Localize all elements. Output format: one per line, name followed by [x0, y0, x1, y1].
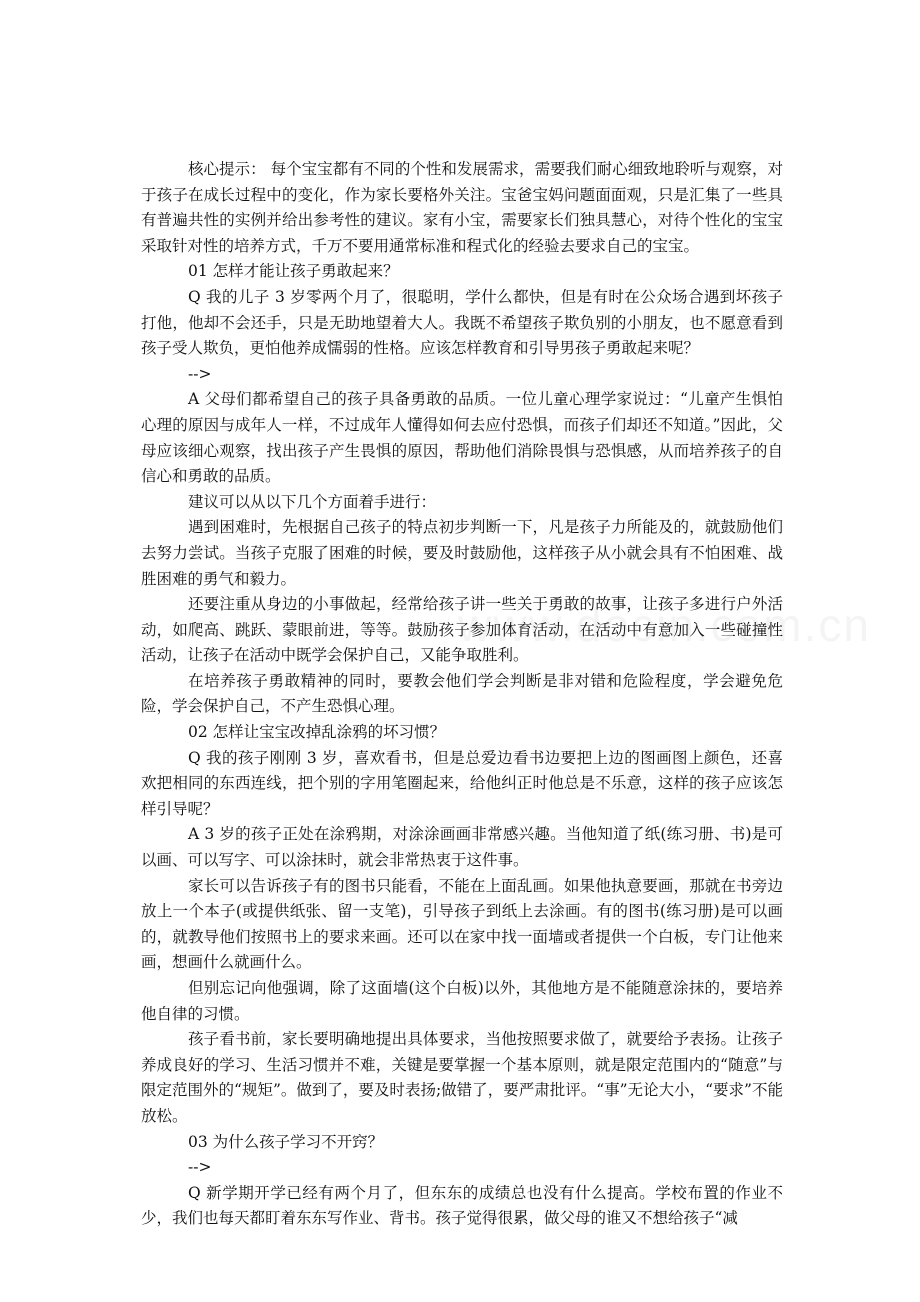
- answer-01: A 父母们都希望自己的孩子具备勇敢的品质。一位儿童心理学家说过：“儿童产生惧怕心理的原因与成年人一样，不过成年人懂得如何去应付恐惧，而孩子们却还不知道。”因此，父母应该细心观察，找出孩子产生畏惧的原因，帮助他们消除畏惧与恐惧感，从而培养孩子的自信心和勇敢的品质。: [141, 390, 783, 486]
- section-heading-02: 02 怎样让宝宝改掉乱涂鸦的坏习惯？: [188, 723, 446, 742]
- paragraph-answer-02-part-4: 孩子看书前，家长要明确地提出具体要求，当他按照要求做了，就要给予表扬。让孩子养成良好的学习、生活习惯并不难，关键是要掌握一个基本原则，就是限定范围内的“随意”与限定范围外的“规矩”。做到了，要及时表扬;做错了，要严肃批评。“事”无论大小，“要求”不能放松。: [141, 1030, 783, 1125]
- question-02: Q 我的孩子刚刚 3 岁，喜欢看书，但是总爱边看书边要把上边的图画图上颜色，还喜欢把相同的东西连线，把个别的字用笔圈起来，给他纠正时他总是不乐意，这样的孩子应该怎样引导呢？: [141, 748, 783, 818]
- arrow-marker: -->: [188, 364, 212, 383]
- section-heading-01: 01 怎样才能让孩子勇敢起来？: [188, 262, 399, 281]
- question-01: Q 我的儿子 3 岁零两个月了，很聪明，学什么都快，但是有时在公众场合遇到坏孩子打他，他却不会还手，只是无助地望着大人。我既不希望孩子欺负别的小朋友，也不愿意看到孩子受人欺负，更怕他养成懦弱的性格。应该怎样教育和引导男孩子勇敢起来呢？: [141, 287, 783, 358]
- paragraph-answer-02-part-3: 但别忘记向他强调，除了这面墙(这个白板)以外，其他地方是不能随意涂抹的，要培养他自律的习惯。: [141, 979, 783, 1023]
- paragraph-core-tip: 核心提示： 每个宝宝都有不同的个性和发展需求，需要我们耐心细致地聆听与观察，对于孩子在成长过程中的变化，作为家长要格外关注。宝爸宝妈问题面面观，只是汇集了一些具有普遍共性的实例并给出参考性的建议。家有小宝，需要家长们独具慧心，对待个性化的宝宝采取针对性的培养方式，千万不要用通常标准和程式化的经验去要求自己的宝宝。: [141, 160, 783, 255]
- paragraph-suggestion-1: 遇到困难时，先根据自己孩子的特点初步判断一下，凡是孩子力所能及的，就鼓励他们去努力尝试。当孩子克服了困难的时候，要及时鼓励他，这样孩子从小就会具有不怕困难、战胜困难的勇气和毅力。: [141, 518, 783, 588]
- paragraph-suggestion-3: 在培养孩子勇敢精神的同时，要教会他们学会判断是非对错和危险程度，学会避免危险，学会保护自己，不产生恐惧心理。: [141, 671, 783, 716]
- question-03: Q 新学期开学已经有两个月了，但东东的成绩总也没有什么提高。学校布置的作业不少，我们也每天都盯着东东写作业、背书。孩子觉得很累，做父母的谁又不想给孩子“减: [141, 1183, 783, 1228]
- paragraph-answer-02-part-2: 家长可以告诉孩子有的图书只能看，不能在上面乱画。如果他执意要画，那就在书旁边放上一个本子(或提供纸张、留一支笔)，引导孩子到纸上去涂画。有的图书(练习册)是可以画的，就教导他们按照书上的要求来画。还可以在家中找一面墙或者提供一个白板，专门让他来画，想画什么就画什么。: [141, 876, 783, 972]
- document-body: [141, 157, 783, 1232]
- answer-02: A 3 岁的孩子正处在涂鸦期，对涂涂画画非常感兴趣。当他知道了纸(练习册、书)是可以画、可以写字、可以涂抹时，就会非常热衷于这件事。: [141, 825, 783, 870]
- paragraph-suggestion-2: 还要注重从身边的小事做起，经常给孩子讲一些关于勇敢的故事，让孩子多进行户外活动，如爬高、跳跃、蒙眼前进，等等。鼓励孩子参加体育活动，在活动中有意加入一些碰撞性活动，让孩子在活动中既学会保护自己，又能争取胜利。: [141, 595, 783, 665]
- arrow-marker: -->: [188, 1158, 212, 1177]
- section-heading-03: 03 为什么孩子学习不开窍？: [188, 1132, 384, 1151]
- paragraph-suggestion-intro: 建议可以从以下几个方面着手进行：: [188, 492, 437, 511]
